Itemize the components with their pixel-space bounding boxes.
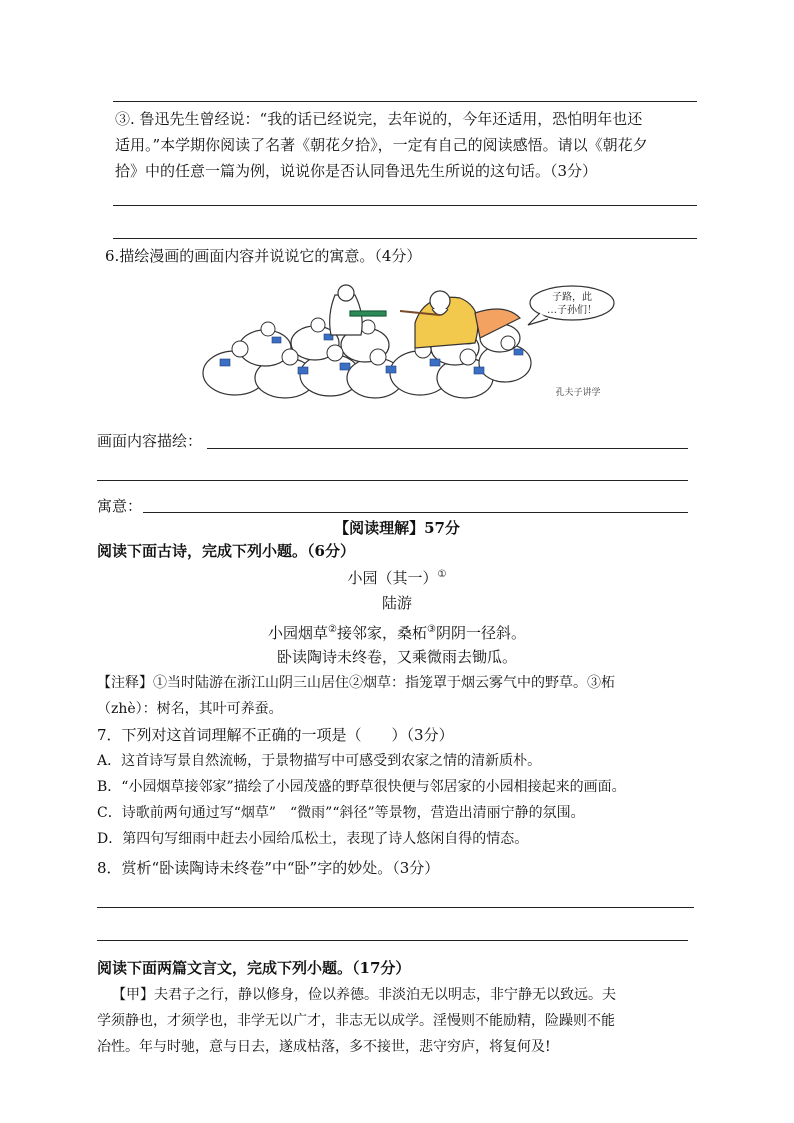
comic-caption: 孔夫子讲学 (555, 388, 601, 398)
poem-title-text: 小园（其一） (347, 569, 438, 587)
q5-line-1: ③. 鲁迅先生曾经说：“我的话已经说完，去年说的，今年还适用，恐怕明年也还 (115, 110, 643, 128)
q7-option-d: D．第四句写细雨中赶去小园给瓜松土，表现了诗人悠闲自得的情态。 (97, 831, 529, 847)
bubble-text-2: …子孙们！ (547, 305, 597, 316)
poem-author: 陆游 (381, 594, 412, 612)
top-rule (113, 101, 697, 102)
answer-line-q5-1 (113, 205, 697, 206)
poem-mark-3: ③ (427, 624, 436, 635)
q7-option-c: C．诗歌前两句通过写“烟草” “微雨”“斜径”等景物，营造出清丽宁静的氛围。 (97, 805, 585, 821)
classical-intro: 阅读下面两篇文言文，完成下列小题。（17分） (97, 959, 411, 977)
answer-line-desc-1 (207, 448, 688, 449)
poem-title (0, 562, 794, 591)
poem-intro: 阅读下面古诗，完成下列小题。（6分） (97, 542, 355, 560)
answer-line-q8-2 (97, 940, 688, 941)
q7-stem: 7．下列对这首词理解不正确的一项是（ ）（3分） (97, 726, 454, 744)
classical-line-1: 【甲】夫君子之行，静以修身，俭以养德。非淡泊无以明志，非宁静无以致远。夫 (112, 987, 616, 1003)
q7-option-b: B．“小园烟草接邻家”描绘了小园茂盛的野草很快便与邻居家的小园相接起来的画面。 (97, 779, 626, 795)
standing-student (330, 285, 386, 335)
q5-line-3: 拾》中的任意一篇为例，说说你是否认同鲁迅先生所说的这句话。（3分） (115, 162, 598, 180)
desc-label: 画面内容描绘： (97, 432, 203, 450)
answer-line-q8-1 (97, 907, 694, 908)
classical-line-3: 冶性。年与时驰，意与日去，遂成枯落，多不接世，悲守穷庐，将复何及! (97, 1039, 551, 1055)
meaning-label: 寓意： (97, 497, 143, 515)
q8-stem: 8．赏析“卧读陶诗未终卷”中“卧”字的妙处。（3分） (97, 859, 440, 877)
poem-line-1-c: 阴阴一径斜。 (435, 624, 526, 642)
q6-prompt: 6.描绘漫画的画面内容并说说它的寓意。（4分） (105, 247, 422, 265)
answer-line-meaning (143, 512, 688, 513)
comic-illustration (200, 283, 630, 403)
poem-line-1 (0, 617, 794, 646)
poem-line-1-a: 小园烟草 (268, 624, 329, 642)
answer-line-q5-2 (113, 238, 697, 239)
poem-mark-2: ② (328, 624, 337, 635)
notes-line-2: （zhè）：树名，其叶可养蚕。 (97, 701, 283, 717)
bubble-text-1: 子路，此 (552, 292, 592, 303)
poem-line-2: 卧读陶诗未终卷，又乘微雨去锄瓜。 (276, 648, 517, 666)
q5-line-2: 适用。”本学期你阅读了名著《朝花夕拾》，一定有自己的阅读感悟。请以《朝花夕 (115, 136, 648, 154)
poem-line-1-b: 接邻家，桑柘 (336, 624, 427, 642)
notes-line-1: 【注释】①当时陆游在浙江山阴三山居住②烟草：指笼罩于烟云雾气中的野草。③柘 (97, 675, 615, 691)
q7-option-a: A．这首诗写景自然流畅，于景物描写中可感受到农家之情的清新质朴。 (97, 753, 542, 769)
speech-bubble (528, 286, 614, 325)
section-title: 【阅读理解】57分 (334, 519, 460, 537)
answer-line-desc-2 (97, 480, 688, 481)
poem-title-mark: ① (437, 569, 447, 580)
classical-line-2: 学须静也，才须学也，非学无以广才，非志无以成学。淫慢则不能励精，险躁则不能 (97, 1013, 615, 1029)
